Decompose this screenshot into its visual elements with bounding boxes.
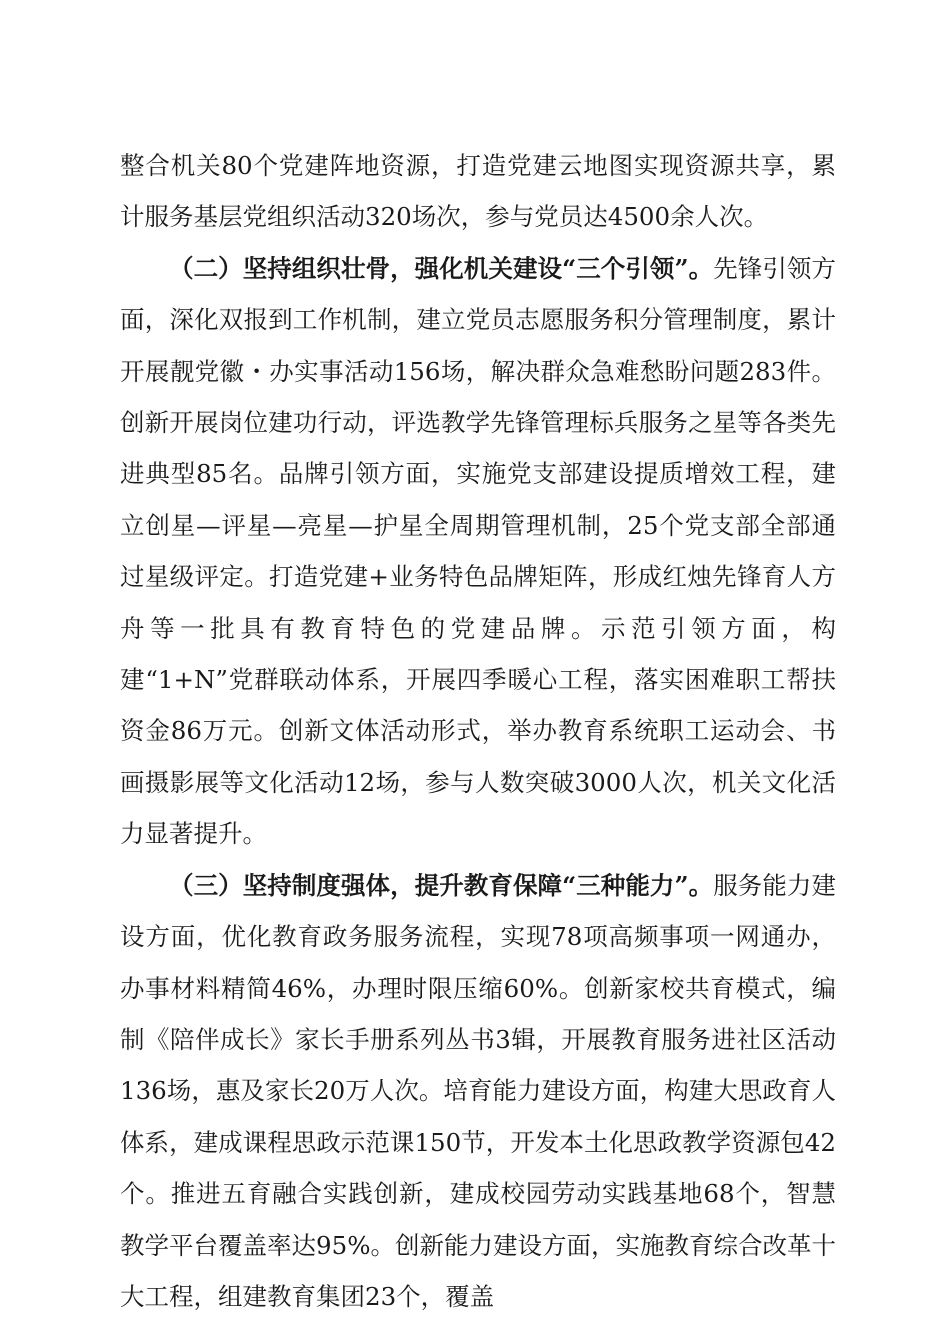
section-heading: （三）坚持制度强体，提升教育保障“三种能力”。 bbox=[169, 870, 714, 900]
section-heading: （二）坚持组织壮骨，强化机关建设“三个引领”。 bbox=[169, 253, 714, 283]
paragraph-section-2 bbox=[120, 243, 836, 860]
paragraph-text: 先锋引领方面，深化双报到工作机制，建立党员志愿服务积分管理制度，累计开展靓党徽・办实事活动156场，解决群众急难愁盼问题283件。创新开展岗位建功行动，评选教学先锋管理标兵服务之星等各类先进典型85名。品牌引领方面，实施党支部建设提质增效工程，建立创星—评星—亮星—护星全周期管理机制，25个党支部全部通过星级评定。打造党建+业务特色品牌矩阵，形成红烛先锋育人方舟等一批具有教育特色的党建品牌。示范引领方面，构建“1+N”党群联动体系，开展四季暖心工程，落实困难职工帮扶资金86万元。创新文体活动形式，举办教育系统职工运动会、书画摄影展等文化活动12场，参与人数突破3000人次，机关文化活力显著提升。 bbox=[120, 253, 837, 849]
document-body bbox=[120, 140, 836, 1322]
paragraph-section-3 bbox=[120, 860, 836, 1323]
paragraph-continuation bbox=[120, 140, 836, 243]
paragraph-text: 服务能力建设方面，优化教育政务服务流程，实现78项高频事项一网通办，办事材料精简46%，办理时限压缩60%。创新家校共育模式，编制《陪伴成长》家长手册系列丛书3辑，开展教育服务进社区活动136场，惠及家长20万人次。培育能力建设方面，构建大思政育人体系，建成课程思政示范课150节，开发本土化思政教学资源包42个。推进五育融合实践创新，建成校园劳动实践基地68个，智慧教学平台覆盖率达95%。创新能力建设方面，实施教育综合改革十大工程，组建教育集团23个，覆盖 bbox=[120, 870, 837, 1311]
paragraph-text: 整合机关80个党建阵地资源，打造党建云地图实现资源共享，累计服务基层党组织活动320场次，参与党员达4500余人次。 bbox=[120, 151, 836, 232]
